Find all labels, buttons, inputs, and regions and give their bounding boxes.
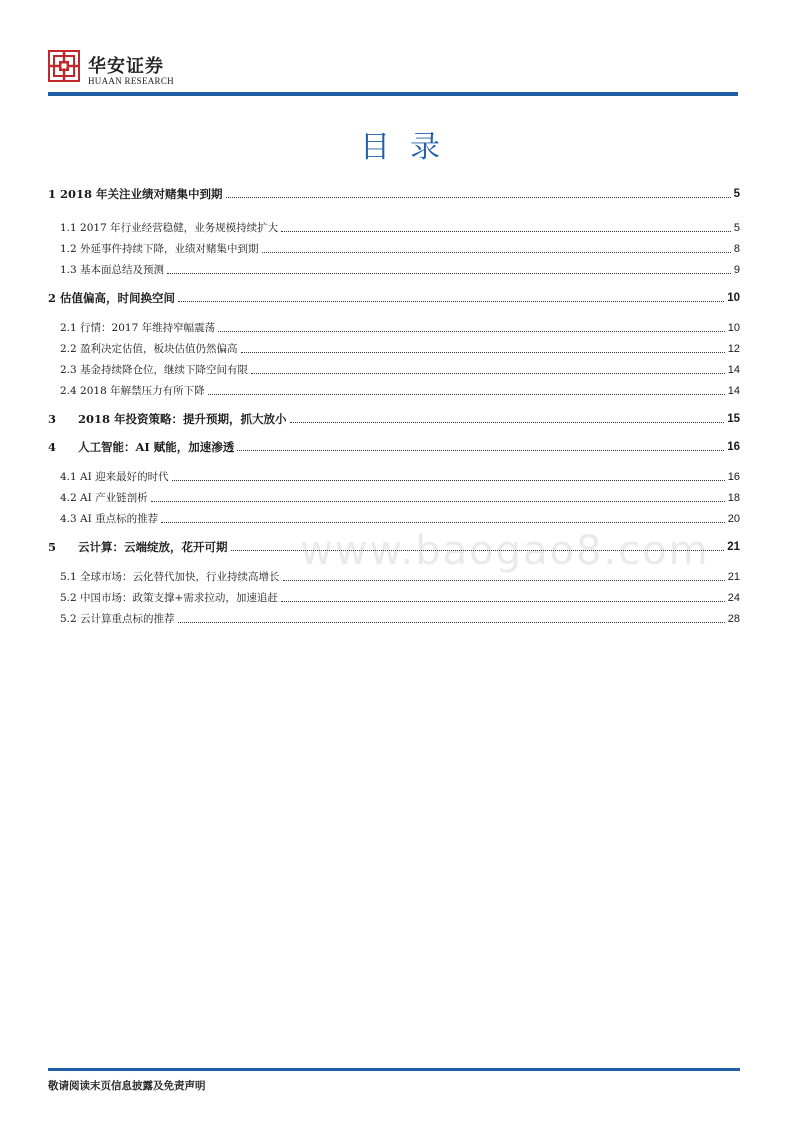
toc-entry-label: 中国市场：政策支撑+需求拉动，加速追赶: [76, 592, 278, 604]
toc-chapter-entry[interactable]: [48, 411, 740, 427]
toc-entry-number: 4.2: [60, 492, 77, 504]
toc-entry-number: 1.2: [60, 243, 77, 255]
toc-entry-number: 1.3: [60, 264, 77, 276]
toc-leader-dots: [172, 480, 725, 481]
toc-entry-title: [60, 590, 278, 606]
toc-page-number: 16: [727, 441, 740, 453]
toc-leader-dots: [281, 231, 731, 232]
toc-entry-number: 5.1: [60, 571, 77, 583]
toc-entry-title: [48, 539, 228, 555]
toc-entry-title: [60, 511, 158, 527]
toc-entry-number: 4.1: [60, 471, 77, 483]
toc-page-number: 12: [727, 343, 740, 355]
toc-entry-title: [60, 220, 278, 236]
toc-section-entry[interactable]: [48, 262, 740, 278]
toc-leader-dots: [226, 197, 731, 198]
toc-page-number: 8: [733, 243, 740, 255]
toc-page-number: 16: [727, 471, 740, 483]
toc-entry-number: 1.1: [60, 222, 77, 234]
toc-leader-dots: [178, 622, 725, 623]
toc-section-entry[interactable]: [48, 362, 740, 378]
toc-entry-label: 外延事件持续下降，业绩对赌集中到期: [76, 243, 259, 255]
toc-chapter-entry[interactable]: [48, 186, 740, 202]
toc-entry-number: 2: [48, 291, 57, 305]
toc-page-number: 5: [733, 222, 740, 234]
toc-page-number: 20: [727, 513, 740, 525]
toc-section-entry[interactable]: [48, 383, 740, 399]
toc-entry-label: 2017 年行业经营稳健，业务规模持续扩大: [76, 222, 279, 234]
toc-entry-label: 盈利决定估值，板块估值仍然偏高: [76, 343, 238, 355]
toc-entry-number: 1: [48, 187, 57, 201]
toc-section-entry[interactable]: [48, 569, 740, 585]
toc-section-entry[interactable]: [48, 511, 740, 527]
toc-leader-dots: [262, 252, 731, 253]
toc-entry-number: 3: [48, 412, 57, 426]
toc-entry-title: [60, 320, 215, 336]
toc-section-entry[interactable]: [48, 590, 740, 606]
toc-section-entry[interactable]: [48, 490, 740, 506]
toc-entry-title: [60, 611, 175, 627]
toc-entry-title: [60, 569, 280, 585]
toc-entry-title: [48, 411, 287, 427]
toc-section-entry[interactable]: [48, 220, 740, 236]
toc-page-number: 10: [727, 322, 740, 334]
logo-chinese-name: 华安证券: [88, 56, 164, 77]
toc-page-number: 24: [727, 592, 740, 604]
toc-page-number: 9: [733, 264, 740, 276]
toc-leader-dots: [290, 422, 725, 423]
toc-section-entry[interactable]: [48, 611, 740, 627]
toc-entry-number: 4: [48, 440, 57, 454]
header-divider: [48, 92, 738, 96]
toc-entry-label: 云计算重点标的推荐: [76, 613, 175, 625]
toc-leader-dots: [208, 394, 725, 395]
toc-chapter-entry[interactable]: [48, 439, 740, 455]
huaan-logo-icon: [48, 50, 80, 82]
toc-entry-number: 2.4: [60, 385, 77, 397]
toc-entry-number: 5.2: [60, 613, 77, 625]
toc-entry-title: [60, 262, 164, 278]
toc-leader-dots: [167, 273, 731, 274]
toc-entry-label: AI 重点标的推荐: [76, 513, 159, 525]
toc-entry-title: [60, 469, 169, 485]
toc-entry-label: 2018 年解禁压力有所下降: [76, 385, 205, 397]
toc-entry-label: 2018 年投资策略：提升预期，抓大放小: [74, 412, 287, 426]
toc-page-number: 10: [727, 292, 740, 304]
toc-leader-dots: [161, 522, 725, 523]
toc-entry-title: [60, 383, 205, 399]
toc-entry-label: 2018 年关注业绩对赌集中到期: [56, 187, 223, 201]
toc-page-number: 14: [727, 385, 740, 397]
toc-entry-number: 2.2: [60, 343, 77, 355]
toc-entry-label: 人工智能：AI 赋能，加速渗透: [74, 440, 235, 454]
toc-entry-title: [48, 290, 175, 306]
toc-page-number: 15: [727, 413, 740, 425]
toc-leader-dots: [283, 580, 725, 581]
toc-entry-number: 2.1: [60, 322, 77, 334]
toc-leader-dots: [237, 450, 724, 451]
toc-entry-label: 基本面总结及预测: [76, 264, 165, 276]
toc-page-number: 21: [727, 541, 740, 553]
logo-english-name: HUAAN RESEARCH: [88, 76, 174, 86]
toc-entry-title: [48, 439, 234, 455]
toc-page-number: 5: [733, 188, 740, 200]
toc-entry-title: [60, 241, 259, 257]
toc-entry-number: 4.3: [60, 513, 77, 525]
toc-entry-label: 云计算：云端绽放，花开可期: [74, 540, 228, 554]
toc-entry-number: 2.3: [60, 364, 77, 376]
toc-entry-title: [48, 186, 223, 202]
footer-divider: [48, 1068, 740, 1071]
toc-section-entry[interactable]: [48, 320, 740, 336]
toc-leader-dots: [151, 501, 725, 502]
toc-entry-label: 估值偏高，时间换空间: [56, 291, 176, 305]
toc-leader-dots: [178, 301, 724, 302]
toc-entry-label: 基金持续降仓位，继续下降空间有限: [76, 364, 249, 376]
toc-chapter-entry[interactable]: [48, 290, 740, 306]
toc-entry-label: AI 产业链剖析: [76, 492, 148, 504]
toc-entry-title: [60, 490, 148, 506]
watermark: www.baogao8.com: [300, 528, 710, 574]
toc-leader-dots: [218, 331, 725, 332]
page-title: 目录: [360, 130, 460, 165]
toc-entry-label: 行情：2017 年维持窄幅震荡: [76, 322, 216, 334]
toc-page-number: 28: [727, 613, 740, 625]
toc-leader-dots: [281, 601, 725, 602]
toc-leader-dots: [231, 550, 725, 551]
toc-chapter-entry[interactable]: [48, 539, 740, 555]
toc-leader-dots: [241, 352, 725, 353]
toc-section-entry[interactable]: [48, 241, 740, 257]
toc-entry-number: 5.2: [60, 592, 77, 604]
toc-entry-label: AI 迎来最好的时代: [76, 471, 169, 483]
toc-entry-title: [60, 341, 238, 357]
toc-entry-title: [60, 362, 248, 378]
toc-section-entry[interactable]: [48, 341, 740, 357]
toc-page-number: 18: [727, 492, 740, 504]
footer-disclaimer: 敬请阅读末页信息披露及免责声明: [48, 1080, 206, 1092]
toc-section-entry[interactable]: [48, 469, 740, 485]
toc-page-number: 14: [727, 364, 740, 376]
toc-page-number: 21: [727, 571, 740, 583]
toc-entry-number: 5: [48, 540, 57, 554]
toc-leader-dots: [251, 373, 725, 374]
toc-entry-label: 全球市场：云化替代加快，行业持续高增长: [76, 571, 280, 583]
